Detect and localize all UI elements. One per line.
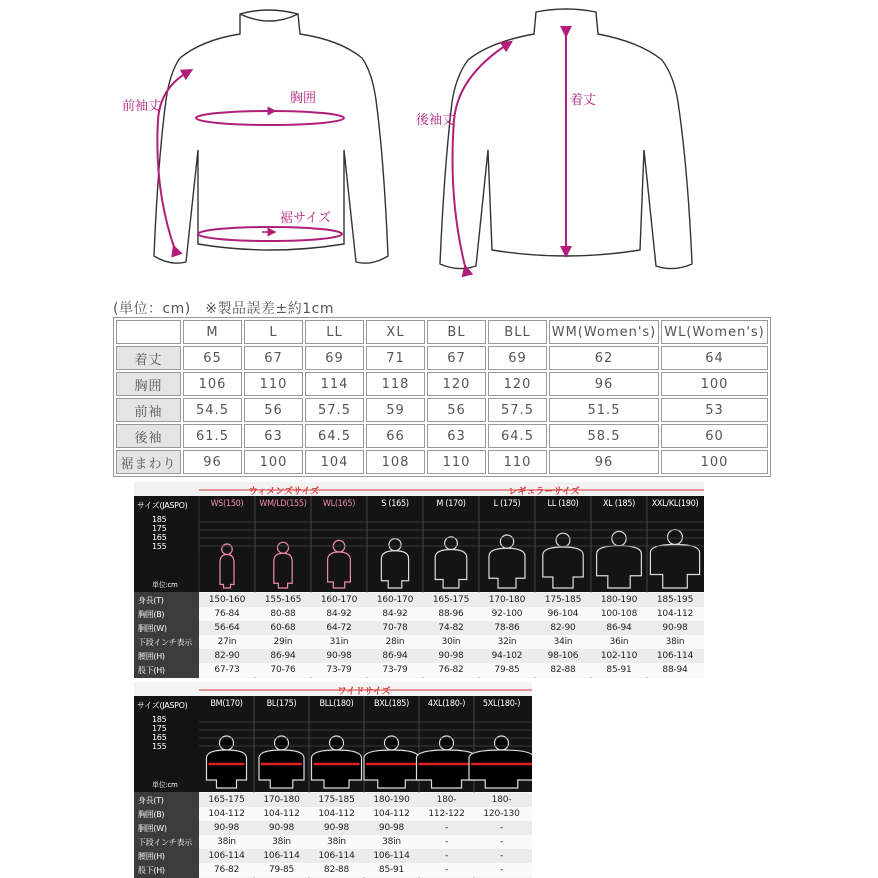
col-header: XL <box>366 320 425 344</box>
measure-cell: 86-94 <box>270 651 296 661</box>
measure-cell: 185-195 <box>656 595 694 605</box>
unit-label: 単位:cm <box>152 581 178 589</box>
size-column-header: S (165) <box>381 499 409 509</box>
front-sleeve-label: 前袖丈 <box>122 99 162 114</box>
row-header: 胸囲 <box>116 372 181 396</box>
jaspo-wide-chart <box>134 682 532 878</box>
measure-row-label: 身長(T) <box>138 796 164 805</box>
measure-cell: 79-85 <box>268 865 295 875</box>
wide-chart-bg <box>134 682 532 878</box>
measure-cell: 180- <box>491 795 512 805</box>
measure-cell: 78-86 <box>494 623 520 633</box>
table-cell: 118 <box>366 372 425 396</box>
wide-group-label: ワイドサイズ <box>337 687 391 697</box>
size-table-row <box>116 398 768 422</box>
size-column-header: WM/LD(155) <box>259 499 307 509</box>
measure-row-label: 股下(H) <box>138 866 165 875</box>
table-cell: 64.5 <box>488 424 547 448</box>
back-sleeve-label: 後袖丈 <box>416 113 456 128</box>
front-jacket <box>154 10 388 263</box>
header-corner <box>116 320 181 344</box>
height-scale: 185 175 165 155 <box>152 515 167 551</box>
measure-cell: 38in <box>382 837 401 847</box>
table-cell: 104 <box>305 450 364 474</box>
measure-row-label: 腰囲(H) <box>138 852 165 861</box>
measure-cell: 155-165 <box>264 595 302 605</box>
measure-cell: 86-94 <box>382 651 408 661</box>
table-cell: 110 <box>244 372 303 396</box>
chest-measure <box>196 111 344 125</box>
measure-cell: 38in <box>327 837 346 847</box>
measure-cell: 92-100 <box>491 609 523 619</box>
size-table-row <box>116 372 768 396</box>
measure-cell: 104-112 <box>373 809 410 819</box>
measure-cell: 88-94 <box>662 665 688 675</box>
measure-cell: - <box>499 851 504 861</box>
measure-cell: 175-185 <box>544 595 582 605</box>
measure-cell: 150-160 <box>208 595 246 605</box>
measure-cell: 82-90 <box>214 651 240 661</box>
measure-cell: 104-112 <box>318 809 355 819</box>
size-column-header: BL(175) <box>266 699 297 709</box>
measure-cell: 76-82 <box>438 665 464 675</box>
measure-cell: 175-185 <box>318 795 355 805</box>
measure-row-label: 腰囲(H) <box>138 652 165 661</box>
measure-cell: 74-82 <box>438 623 464 633</box>
table-cell: 120 <box>427 372 486 396</box>
measure-cell: 38in <box>665 637 685 647</box>
measure-cell: 30in <box>441 637 461 647</box>
measure-cell: - <box>499 865 504 875</box>
measure-row-label: 胸囲(B) <box>138 610 165 619</box>
size-column-header: XL (185) <box>603 499 635 509</box>
measure-cell: 180-190 <box>373 795 410 805</box>
measure-cell: 180-190 <box>600 595 638 605</box>
table-cell: 56 <box>427 398 486 422</box>
measure-cell: 56-64 <box>214 623 240 633</box>
measure-cell: 90-98 <box>662 623 688 633</box>
table-cell: 57.5 <box>488 398 547 422</box>
measure-cell: 106-114 <box>318 851 355 861</box>
size-column-header: LL (180) <box>547 499 579 509</box>
measure-cell: 96-104 <box>547 609 579 619</box>
hem-label: 裾サイズ <box>280 211 331 226</box>
measure-cell: 88-96 <box>438 609 464 619</box>
measure-cell: 27in <box>217 637 237 647</box>
table-cell: 69 <box>488 346 547 370</box>
size-column-header: BM(170) <box>210 699 243 709</box>
measure-cell: - <box>444 837 449 847</box>
size-column-header: BLL(180) <box>319 699 354 709</box>
measure-cell: 160-170 <box>376 595 414 605</box>
measure-cell: 90-98 <box>323 823 350 833</box>
size-column-header: WL(165) <box>322 499 356 509</box>
col-header: L <box>244 320 303 344</box>
measure-cell: 73-79 <box>382 665 408 675</box>
table-cell: 66 <box>366 424 425 448</box>
table-cell: 100 <box>244 450 303 474</box>
size-column-header: 5XL(180-) <box>482 699 521 709</box>
table-cell: 120 <box>488 372 547 396</box>
jaspo-size-label: サイズ(JASPO) <box>137 501 188 510</box>
measure-cell: 70-78 <box>382 623 408 633</box>
women-group-label: ウィメンズサイズ <box>248 487 320 497</box>
table-cell: 110 <box>427 450 486 474</box>
measure-cell: 29in <box>273 637 293 647</box>
measure-cell: 38in <box>217 837 236 847</box>
row-header: 着丈 <box>116 346 181 370</box>
measure-row-label: 胴囲(W) <box>138 824 167 833</box>
measure-cell: 170-180 <box>263 795 300 805</box>
table-cell: 65 <box>183 346 242 370</box>
unit-note: (単位：cm) ※製品誤差±約1cm <box>113 301 334 317</box>
table-cell: 100 <box>661 372 768 396</box>
row-header: 後袖 <box>116 424 181 448</box>
col-header: WL(Women's) <box>661 320 768 344</box>
table-cell: 67 <box>244 346 303 370</box>
table-cell: 108 <box>366 450 425 474</box>
measure-cell: 34in <box>553 637 573 647</box>
table-cell: 63 <box>427 424 486 448</box>
table-cell: 58.5 <box>549 424 659 448</box>
measure-cell: 180- <box>436 795 457 805</box>
table-cell: 64.5 <box>305 424 364 448</box>
size-column-header: BXL(185) <box>374 699 409 709</box>
measure-cell: 64-72 <box>326 623 352 633</box>
measure-cell: 112-122 <box>428 809 465 819</box>
table-cell: 56 <box>244 398 303 422</box>
measure-row-label: 下段インチ表示 <box>138 838 192 847</box>
measure-cell: 170-180 <box>488 595 526 605</box>
hem-measure <box>198 227 342 241</box>
measure-cell: 90-98 <box>326 651 352 661</box>
measure-cell: - <box>444 851 449 861</box>
measure-cell: 76-82 <box>213 865 240 875</box>
measure-cell: 165-175 <box>208 795 245 805</box>
wide-unit-label: 単位:cm <box>152 781 178 789</box>
jaspo-size-chart <box>134 482 704 678</box>
measure-cell: 90-98 <box>213 823 240 833</box>
measure-cell: 104-112 <box>263 809 300 819</box>
table-cell: 53 <box>661 398 768 422</box>
table-cell: 51.5 <box>549 398 659 422</box>
measure-row-label: 身長(T) <box>138 596 164 605</box>
table-cell: 96 <box>549 372 659 396</box>
table-cell: 114 <box>305 372 364 396</box>
measure-cell: 28in <box>385 637 405 647</box>
table-cell: 61.5 <box>183 424 242 448</box>
measure-cell: 36in <box>609 637 629 647</box>
row-header: 裾まわり <box>116 450 181 474</box>
size-column-header: WS(150) <box>210 499 244 509</box>
size-column-header: M (170) <box>436 499 466 509</box>
measure-cell: 104-112 <box>208 809 245 819</box>
measure-cell: 102-110 <box>600 651 638 661</box>
measure-cell: 32in <box>497 637 517 647</box>
col-header: M <box>183 320 242 344</box>
measure-cell: 90-98 <box>378 823 405 833</box>
table-cell: 96 <box>183 450 242 474</box>
table-cell: 60 <box>661 424 768 448</box>
measure-cell: 38in <box>272 837 291 847</box>
measure-cell: 67-73 <box>214 665 240 675</box>
table-cell: 71 <box>366 346 425 370</box>
measure-cell: 165-175 <box>432 595 470 605</box>
table-cell: 100 <box>661 450 768 474</box>
size-table-row <box>116 450 768 474</box>
table-cell: 62 <box>549 346 659 370</box>
col-header: BLL <box>488 320 547 344</box>
table-cell: 110 <box>488 450 547 474</box>
wide-height-scale: 185 175 165 155 <box>152 715 167 751</box>
measure-cell: 90-98 <box>438 651 464 661</box>
measure-cell: 94-102 <box>491 651 523 661</box>
measure-cell: - <box>499 823 504 833</box>
measure-cell: 82-88 <box>323 865 350 875</box>
size-column-header: XXL/KL(190) <box>651 499 699 509</box>
measure-cell: 60-68 <box>270 623 296 633</box>
table-cell: 96 <box>549 450 659 474</box>
measure-cell: 76-84 <box>214 609 240 619</box>
col-header: WM(Women's) <box>549 320 659 344</box>
measure-cell: 31in <box>329 637 349 647</box>
front-sleeve-measure <box>157 72 188 250</box>
measure-cell: 73-79 <box>326 665 352 675</box>
measure-cell: 120-130 <box>483 809 520 819</box>
back-sleeve-measure <box>453 44 509 270</box>
table-cell: 59 <box>366 398 425 422</box>
size-table-row <box>116 346 768 370</box>
measure-cell: 80-88 <box>270 609 296 619</box>
measure-cell: - <box>444 823 449 833</box>
measure-cell: - <box>444 865 449 875</box>
measure-cell: 104-112 <box>656 609 694 619</box>
col-header: LL <box>305 320 364 344</box>
measure-cell: 82-90 <box>550 623 576 633</box>
table-cell: 69 <box>305 346 364 370</box>
table-cell: 106 <box>183 372 242 396</box>
col-header: BL <box>427 320 486 344</box>
measure-cell: 106-114 <box>263 851 300 861</box>
measure-cell: 84-92 <box>382 609 408 619</box>
measure-cell: 106-114 <box>373 851 410 861</box>
measure-cell: 90-98 <box>268 823 295 833</box>
wide-size-label: サイズ(JASPO) <box>137 701 188 710</box>
measure-cell: 86-94 <box>606 623 632 633</box>
jaspo-chart-bg <box>134 482 704 678</box>
measure-cell: 85-91 <box>606 665 632 675</box>
measure-cell: 98-106 <box>547 651 579 661</box>
measure-row-label: 胸囲(B) <box>138 810 165 819</box>
measure-cell: 82-88 <box>550 665 576 675</box>
table-cell: 64 <box>661 346 768 370</box>
length-label: 着丈 <box>570 93 597 108</box>
measure-row-label: 胴囲(W) <box>138 624 167 633</box>
size-table-header <box>116 320 768 344</box>
size-table-row <box>116 424 768 448</box>
measure-cell: 70-76 <box>270 665 296 675</box>
measure-cell: 100-108 <box>600 609 638 619</box>
table-cell: 63 <box>244 424 303 448</box>
table-cell: 57.5 <box>305 398 364 422</box>
table-cell: 54.5 <box>183 398 242 422</box>
measure-cell: 106-114 <box>656 651 694 661</box>
measure-cell: 84-92 <box>326 609 352 619</box>
measure-cell: 160-170 <box>320 595 358 605</box>
measure-cell: 79-85 <box>494 665 520 675</box>
regular-group-label: レギュラーサイズ <box>508 487 580 497</box>
jacket-diagram <box>0 0 878 290</box>
measure-row-label: 下段インチ表示 <box>138 638 192 647</box>
size-column-header: L (175) <box>493 499 521 509</box>
row-header: 前袖 <box>116 398 181 422</box>
table-cell: 67 <box>427 346 486 370</box>
measure-row-label: 股下(H) <box>138 666 165 675</box>
size-column-header: 4XL(180-) <box>427 699 466 709</box>
measure-cell: 106-114 <box>208 851 245 861</box>
measure-cell: 85-91 <box>378 865 405 875</box>
chest-label: 胸囲 <box>290 91 317 106</box>
size-table <box>113 317 771 477</box>
measure-cell: - <box>499 837 504 847</box>
